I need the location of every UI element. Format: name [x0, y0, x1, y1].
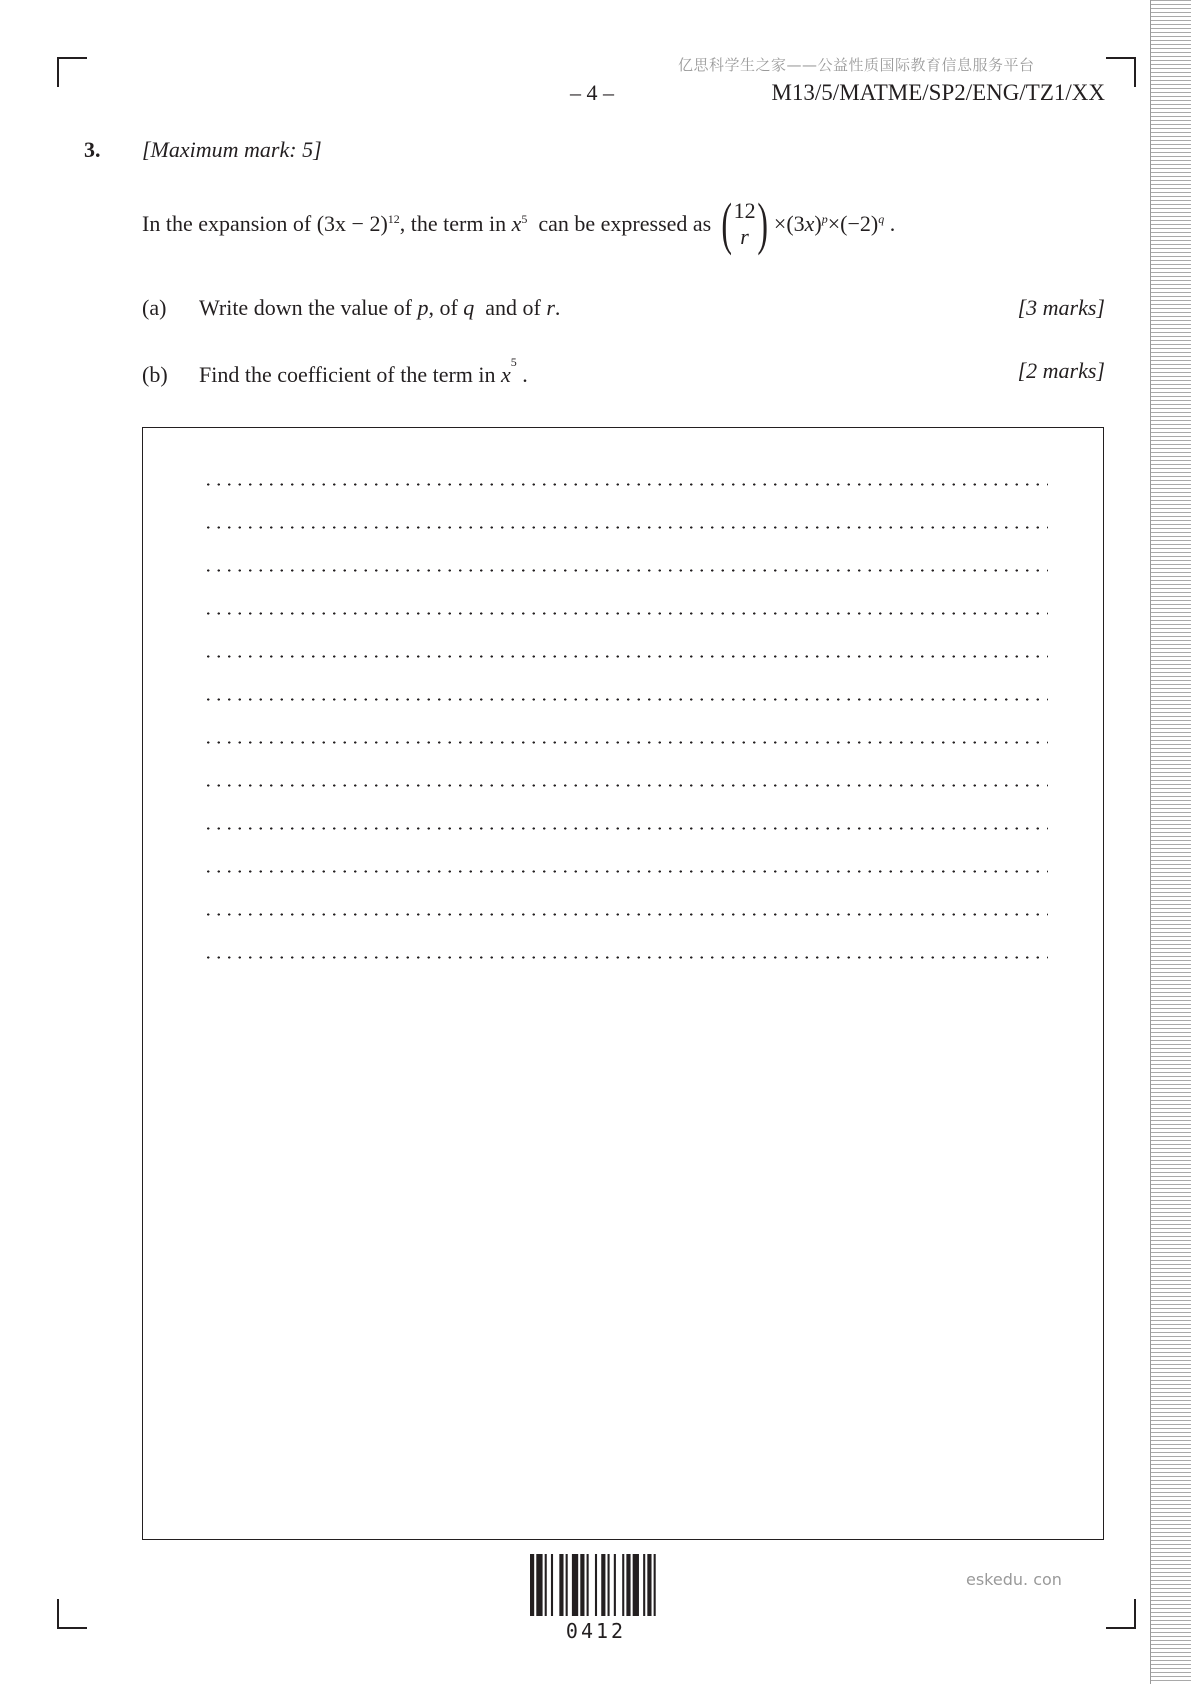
footer-watermark: eskedu. con [966, 1570, 1062, 1589]
header-watermark: 亿思科学生之家——公益性质国际教育信息服务平台 [678, 56, 1035, 74]
answer-line[interactable] [203, 956, 1048, 959]
answer-line[interactable] [203, 741, 1048, 744]
barcode [530, 1554, 662, 1616]
crop-mark-top-right [1106, 57, 1136, 87]
crop-mark-bottom-left [57, 1599, 87, 1629]
binomial-coefficient: ( 12 r ) [721, 191, 768, 256]
binomial-bottom: r [740, 224, 749, 249]
barcode-number: 0412 [565, 1619, 627, 1643]
answer-box[interactable] [142, 427, 1104, 1540]
part-b-label: (b) [142, 362, 168, 387]
stem-product: $\times(3x)^p\times(-2)^q$ . [773, 211, 896, 236]
stem-tail: can be expressed as [538, 211, 712, 236]
answer-line[interactable] [203, 827, 1048, 830]
crop-mark-top-left [57, 57, 87, 87]
crop-mark-bottom-right [1106, 1599, 1136, 1629]
part-a-marks: [3 marks] [1017, 295, 1105, 320]
paper-code: M13/5/MATME/SP2/ENG/TZ1/XX [771, 80, 1105, 105]
part-a-text: Write down the value of p, of q and of r. [199, 295, 561, 320]
stem-intro: In the expansion of [142, 211, 312, 236]
answer-line[interactable] [203, 483, 1048, 486]
answer-line[interactable] [203, 870, 1048, 873]
stem-variable: $x^5$ [511, 211, 528, 236]
answer-line[interactable] [203, 784, 1048, 787]
answer-line[interactable] [203, 569, 1048, 572]
question-stem [142, 191, 896, 256]
answer-line[interactable] [203, 655, 1048, 658]
part-a-label: (a) [142, 295, 167, 320]
answer-line[interactable] [203, 913, 1048, 916]
part-b-marks: [2 marks] [1017, 358, 1105, 383]
part-b-text: Find the coefficient of the term in $x^5$ . [199, 354, 528, 387]
answer-line[interactable] [203, 698, 1048, 701]
stem-mid: , the term in [399, 211, 507, 236]
stem-expression: $(3x - 2)^{12}$ [316, 211, 400, 236]
binomial-top: 12 [733, 197, 756, 223]
question-number: 3. [84, 137, 101, 162]
question-max-mark: [Maximum mark: 5] [142, 137, 322, 162]
binding-strip [1150, 0, 1191, 1684]
page-number: – 4 – [570, 80, 614, 105]
answer-line[interactable] [203, 612, 1048, 615]
answer-line[interactable] [203, 526, 1048, 529]
